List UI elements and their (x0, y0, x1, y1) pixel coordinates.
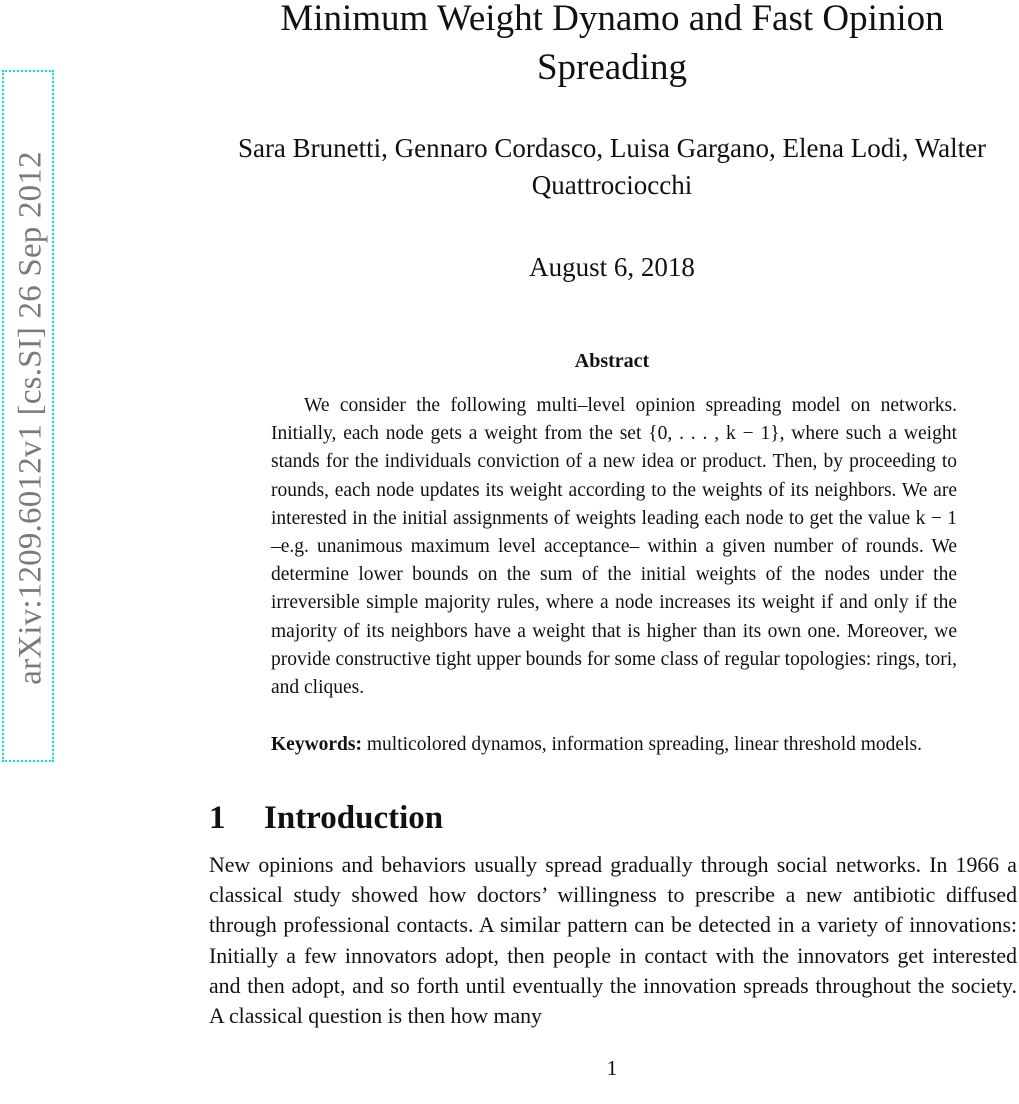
arxiv-sidebar-stamp (2, 70, 54, 762)
section-heading-introduction (209, 797, 443, 839)
abstract-heading: Abstract (574, 350, 650, 372)
keywords-text: multicolored dynamos, information spreading, linear threshold models. (366, 734, 922, 755)
section-number: 1 (209, 800, 226, 836)
arxiv-identifier: arXiv:1209.6012v1 [cs.SI] 26 Sep 2012 (12, 151, 49, 685)
introduction-paragraph: New opinions and behaviors usually spread gradually through social networks. In 1966 a classical study showed how doctors’ willingness to prescribe a new antibiotic diffused through professional contacts. A similar pattern can be detected in a variety of innovations: Initially a few innovators adopt, then people in contact with the innovators get interested and then adopt, and so forth until eventually the innovation spreads throughout the society. A classical question is then how many (209, 853, 1017, 1029)
abstract-body: We consider the following multi–level opinion spreading model on networks. Initially, each node gets a weight from the set {0, . . . , k − 1}, where such a weight stands for the individuals conviction of a new idea or product. Then, by proceeding to rounds, each node updates its weight according to the weights of its neighbors. We are interested in the initial assignments of weights leading each node to get the value k − 1 –e.g. unanimous maximum level acceptance– within a given number of rounds. We determine lower bounds on the sum of the initial weights of the nodes under the irreversible simple majority rules, where a node increases its weight if and only if the majority of its neighbors have a weight that is higher than its own one. Moreover, we provide constructive tight upper bounds for some class of regular topologies: rings, tori, and cliques. (271, 395, 957, 699)
paper-title: Minimum Weight Dynamo and Fast Opinion Spreading (280, 0, 944, 88)
keywords-label: Keywords: (271, 734, 362, 755)
author-list: Sara Brunetti, Gennaro Cordasco, Luisa Gargano, Elena Lodi, Walter Quattrociocchi (237, 133, 987, 200)
section-title: Introduction (264, 800, 444, 836)
page-number: 1 (606, 1056, 618, 1080)
keywords (271, 731, 957, 759)
paper-date: August 6, 2018 (529, 252, 695, 282)
